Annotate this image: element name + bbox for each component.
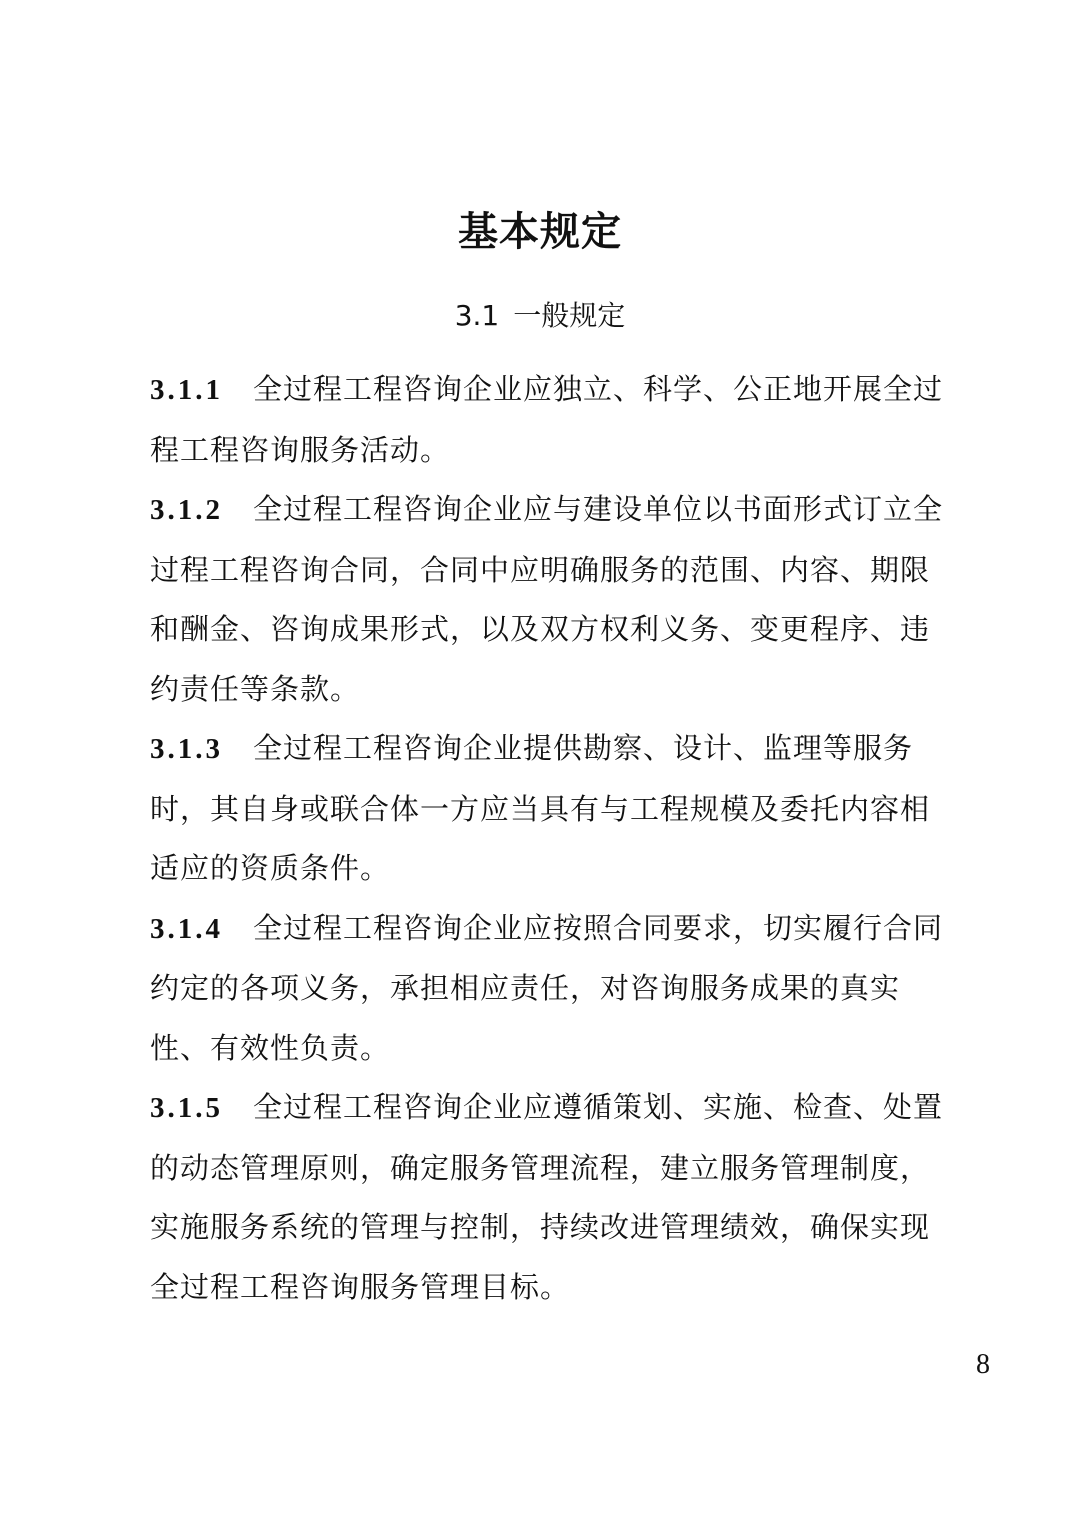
clause-number: 3.1.2 <box>150 494 223 526</box>
clause-text: 全过程工程咨询企业应与建设单位以书面形式订立全过程工程咨询合同，合同中应明确服务的范围、内容、期限和酬金、咨询成果形式，以及双方权利义务、变更程序、违约责任等条款。 <box>150 492 944 706</box>
clause-3-1-3 <box>150 719 950 899</box>
page-number: 8 <box>976 1349 990 1380</box>
clause-number: 3.1.4 <box>150 912 223 945</box>
clause-text: 全过程工程咨询企业应独立、科学、公正地开展全过程工程咨询服务活动。 <box>150 372 944 467</box>
clause-number: 3.1.3 <box>150 733 223 765</box>
clause-text: 全过程工程咨询企业应遵循策划、实施、检查、处置的动态管理原则，确定服务管理流程，建立服务管理制度，实施服务系统的管理与控制，持续改进管理绩效，确保实现全过程工程咨询服务管理目标。 <box>150 1090 944 1304</box>
clause-number: 3.1.5 <box>150 1092 223 1124</box>
clause-3-1-2 <box>150 480 950 719</box>
clause-3-1-4 <box>150 899 950 1079</box>
clause-3-1-5 <box>150 1078 950 1317</box>
section-heading <box>0 296 1080 336</box>
section-title: 一般规定 <box>513 299 626 332</box>
clause-list <box>150 360 950 1317</box>
clause-text: 全过程工程咨询企业应按照合同要求，切实履行合同约定的各项义务，承担相应责任，对咨询服务成果的真实性、有效性负责。 <box>150 910 944 1065</box>
chapter-title: 基本规定 <box>458 209 622 255</box>
clause-text: 全过程工程咨询企业提供勘察、设计、监理等服务时，其自身或联合体一方应当具有与工程规模及委托内容相适应的资质条件。 <box>150 731 931 885</box>
clause-number: 3.1.1 <box>150 374 223 406</box>
section-number: 3.1 <box>454 299 500 332</box>
clause-3-1-1 <box>150 360 950 480</box>
